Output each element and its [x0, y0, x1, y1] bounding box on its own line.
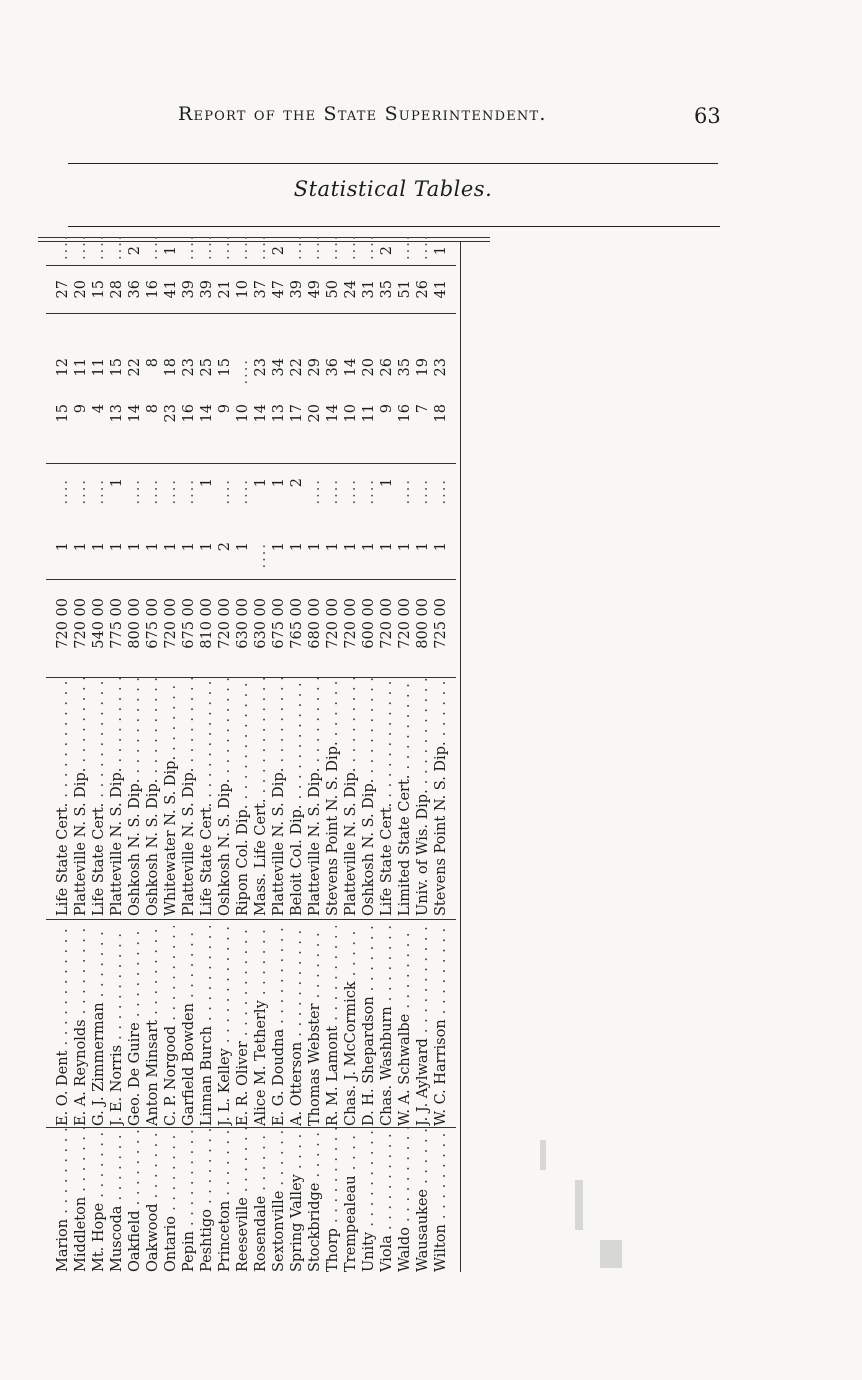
- count-cell: 11: [91, 358, 107, 377]
- certificate-cell: Platteville N. S. Dip. . . .: [270, 678, 288, 916]
- count-cell: [396, 246, 414, 260]
- certificate-cell: Oshkosh N. S. Dip. . . .: [144, 678, 162, 916]
- count-cell: 35: [397, 358, 413, 377]
- salary-cell: 765 00: [289, 598, 305, 649]
- header-rule: [68, 163, 718, 164]
- table-row: [108, 242, 126, 1272]
- count-cell: 9: [217, 404, 233, 414]
- count-cell: [414, 246, 432, 260]
- count-cell: 2: [271, 246, 287, 256]
- certificate-cell: Life State Cert. . . .: [54, 678, 72, 916]
- town-cell: Thorp . . .: [324, 1128, 342, 1272]
- count-cell: 23: [163, 404, 179, 423]
- count-cell: [396, 478, 414, 508]
- count-cell: [162, 478, 180, 508]
- town-cell: Pepin . . .: [180, 1128, 198, 1272]
- count-cell: 8: [145, 404, 161, 414]
- certificate-cell: Oshkosh N. S. Dip. . . .: [126, 678, 144, 916]
- table-row: [306, 242, 324, 1272]
- teacher-cell: J. L. Kelley . . .: [216, 926, 234, 1126]
- total-cell: 21: [217, 280, 233, 299]
- teacher-cell: Garfield Bowden . . .: [180, 926, 198, 1126]
- salary-cell: 680 00: [307, 598, 323, 649]
- salary-cell: 675 00: [271, 598, 287, 649]
- salary-cell: 720 00: [55, 598, 71, 649]
- teacher-cell: G. J. Zimmerman . . .: [90, 926, 108, 1126]
- count-cell: 23: [433, 358, 449, 377]
- count-cell: 22: [289, 358, 305, 377]
- salary-cell: 600 00: [361, 598, 377, 649]
- total-cell: 15: [91, 280, 107, 299]
- count-cell: [72, 246, 90, 260]
- count-cell: 16: [181, 404, 197, 423]
- salary-cell: 720 00: [379, 598, 395, 649]
- count-cell: 25: [199, 358, 215, 377]
- count-cell: [288, 246, 306, 260]
- count-cell: [144, 246, 162, 260]
- town-cell: Stockbridge . . .: [306, 1128, 324, 1272]
- count-cell: 17: [289, 404, 305, 423]
- total-cell: 41: [163, 280, 179, 299]
- count-cell: [216, 478, 234, 508]
- certificate-cell: Beloit Col. Dip. . . .: [288, 678, 306, 916]
- count-cell: 1: [397, 542, 413, 552]
- teacher-cell: E. G. Doudna . . .: [270, 926, 288, 1126]
- teacher-cell: A. Otterson . . .: [288, 926, 306, 1126]
- count-cell: 14: [325, 404, 341, 423]
- town-cell: Reeseville . . .: [234, 1128, 252, 1272]
- teacher-cell: W. C. Harrison . . .: [432, 926, 450, 1126]
- total-cell: 20: [73, 280, 89, 299]
- count-cell: 1: [379, 542, 395, 552]
- table-row: [414, 242, 432, 1272]
- town-cell: Ontario . . .: [162, 1128, 180, 1272]
- teacher-cell: E. R. Oliver . . .: [234, 926, 252, 1126]
- total-cell: 16: [145, 280, 161, 299]
- total-cell: 24: [343, 280, 359, 299]
- table-row: [432, 242, 450, 1272]
- salary-cell: 810 00: [199, 598, 215, 649]
- count-cell: 13: [271, 404, 287, 423]
- count-cell: 1: [343, 542, 359, 552]
- town-cell: Wilton . . .: [432, 1128, 450, 1272]
- count-cell: [216, 246, 234, 260]
- teacher-cell: J. J. Aylward . . .: [414, 926, 432, 1126]
- count-cell: [54, 478, 72, 508]
- town-cell: Trempealeau . . .: [342, 1128, 360, 1272]
- salary-cell: 775 00: [109, 598, 125, 649]
- total-cell: 41: [433, 280, 449, 299]
- town-cell: Middleton . . .: [72, 1128, 90, 1272]
- table-row: [234, 242, 252, 1272]
- count-cell: [234, 478, 252, 508]
- table-row: [90, 242, 108, 1272]
- count-cell: 36: [325, 358, 341, 377]
- count-cell: [72, 478, 90, 508]
- count-cell: [360, 478, 378, 508]
- total-cell: 50: [325, 280, 341, 299]
- table-row: [180, 242, 198, 1272]
- teacher-cell: W. A. Schwalbe . . .: [396, 926, 414, 1126]
- count-cell: 14: [343, 358, 359, 377]
- teacher-cell: E. A. Reynolds . . .: [72, 926, 90, 1126]
- total-cell: 10: [235, 280, 251, 299]
- teacher-cell: Chas. Washburn . . .: [378, 926, 396, 1126]
- salary-cell: 800 00: [127, 598, 143, 649]
- certificate-cell: Platteville N. S. Dip. . . .: [72, 678, 90, 916]
- town-cell: Muscoda . . .: [108, 1128, 126, 1272]
- total-cell: 47: [271, 280, 287, 299]
- total-cell: 31: [361, 280, 377, 299]
- count-cell: 1: [271, 542, 287, 552]
- count-cell: 1: [361, 542, 377, 552]
- count-cell: 2: [217, 542, 233, 552]
- count-cell: [126, 478, 144, 508]
- count-cell: [252, 246, 270, 260]
- salary-cell: 675 00: [181, 598, 197, 649]
- total-cell: 39: [181, 280, 197, 299]
- count-cell: 18: [163, 358, 179, 377]
- count-cell: 1: [271, 478, 287, 488]
- salary-cell: 720 00: [397, 598, 413, 649]
- count-cell: 23: [253, 358, 269, 377]
- town-cell: Sextonville . . .: [270, 1128, 288, 1272]
- count-cell: [144, 478, 162, 508]
- count-cell: 29: [307, 358, 323, 377]
- table-bottom-rule: [460, 242, 461, 1272]
- count-cell: 1: [289, 542, 305, 552]
- count-cell: [324, 246, 342, 260]
- statistical-table: [48, 242, 488, 1272]
- table-row: [126, 242, 144, 1272]
- count-cell: 11: [361, 404, 377, 423]
- count-cell: 26: [379, 358, 395, 377]
- salary-cell: 725 00: [433, 598, 449, 649]
- count-cell: [54, 246, 72, 260]
- certificate-cell: Stevens Point N. S. Dip. . . .: [432, 678, 450, 916]
- count-cell: 20: [361, 358, 377, 377]
- town-cell: Mt. Hope . . .: [90, 1128, 108, 1272]
- count-cell: 2: [379, 246, 395, 256]
- table-row: [324, 242, 342, 1272]
- count-cell: 1: [235, 542, 251, 552]
- count-cell: 1: [163, 542, 179, 552]
- count-cell: 1: [109, 542, 125, 552]
- count-cell: 1: [91, 542, 107, 552]
- count-cell: [414, 478, 432, 508]
- salary-cell: 720 00: [73, 598, 89, 649]
- count-cell: [90, 478, 108, 508]
- count-cell: 16: [397, 404, 413, 423]
- town-cell: Wausaukee . . .: [414, 1128, 432, 1272]
- table-row: [396, 242, 414, 1272]
- count-cell: [306, 246, 324, 260]
- certificate-cell: Platteville N. S. Dip. . . .: [108, 678, 126, 916]
- certificate-cell: Stevens Point N. S. Dip. . . .: [324, 678, 342, 916]
- table-row: [72, 242, 90, 1272]
- count-cell: 14: [199, 404, 215, 423]
- teacher-cell: C. P. Norgood . . .: [162, 926, 180, 1126]
- count-cell: 12: [55, 358, 71, 377]
- teacher-cell: J. E. Norris . . .: [108, 926, 126, 1126]
- town-cell: Marion . . .: [54, 1128, 72, 1272]
- count-cell: [252, 542, 270, 572]
- count-cell: 13: [109, 404, 125, 423]
- table-row: [378, 242, 396, 1272]
- certificate-cell: Platteville N. S. Dip. . . .: [180, 678, 198, 916]
- count-cell: [342, 478, 360, 508]
- count-cell: [180, 246, 198, 260]
- table-row: [198, 242, 216, 1272]
- page-smudge: [540, 1140, 546, 1170]
- town-cell: Oakwood . . .: [144, 1128, 162, 1272]
- count-cell: [234, 358, 252, 390]
- teacher-cell: Geo. De Guire . . .: [126, 926, 144, 1126]
- section-title: Statistical Tables.: [293, 177, 493, 201]
- count-cell: 4: [91, 404, 107, 414]
- certificate-cell: Limited State Cert. . . .: [396, 678, 414, 916]
- count-cell: 1: [73, 542, 89, 552]
- teacher-cell: R. M. Lamont . . .: [324, 926, 342, 1126]
- page-number: 63: [694, 104, 721, 128]
- count-cell: 1: [415, 542, 431, 552]
- count-cell: 14: [253, 404, 269, 423]
- table-row: [144, 242, 162, 1272]
- total-cell: 39: [289, 280, 305, 299]
- total-cell: 28: [109, 280, 125, 299]
- certificate-cell: Oshkosh N. S. Dip. . . .: [216, 678, 234, 916]
- count-cell: 1: [433, 246, 449, 256]
- teacher-cell: D. H. Shepardson . . .: [360, 926, 378, 1126]
- count-cell: 1: [55, 542, 71, 552]
- teacher-cell: Alice M. Tetherly . . .: [252, 926, 270, 1126]
- certificate-cell: Univ. of Wis. Dip. . . .: [414, 678, 432, 916]
- count-cell: 1: [325, 542, 341, 552]
- count-cell: 1: [199, 478, 215, 488]
- count-cell: [198, 246, 216, 260]
- count-cell: [180, 478, 198, 508]
- count-cell: 15: [109, 358, 125, 377]
- count-cell: 8: [145, 358, 161, 368]
- total-cell: 36: [127, 280, 143, 299]
- count-cell: [108, 246, 126, 260]
- salary-cell: 630 00: [235, 598, 251, 649]
- count-cell: 10: [235, 404, 251, 423]
- salary-cell: 720 00: [217, 598, 233, 649]
- table-row: [252, 242, 270, 1272]
- teacher-cell: Linnan Burch . . .: [198, 926, 216, 1126]
- count-cell: 1: [127, 542, 143, 552]
- total-cell: 26: [415, 280, 431, 299]
- count-cell: 7: [415, 404, 431, 414]
- table-row: [360, 242, 378, 1272]
- count-cell: 11: [73, 358, 89, 377]
- count-cell: [360, 246, 378, 260]
- count-cell: 1: [253, 478, 269, 488]
- count-cell: 19: [415, 358, 431, 377]
- table-row: [162, 242, 180, 1272]
- total-cell: 51: [397, 280, 413, 299]
- teacher-cell: Anton Minsart . . .: [144, 926, 162, 1126]
- count-cell: 9: [379, 404, 395, 414]
- count-cell: 1: [379, 478, 395, 488]
- page-smudge: [575, 1180, 583, 1230]
- town-cell: Princeton . . .: [216, 1128, 234, 1272]
- salary-cell: 630 00: [253, 598, 269, 649]
- count-cell: 1: [145, 542, 161, 552]
- salary-cell: 720 00: [343, 598, 359, 649]
- count-cell: 9: [73, 404, 89, 414]
- count-cell: 23: [181, 358, 197, 377]
- teacher-cell: E. O. Dent . . .: [54, 926, 72, 1126]
- certificate-cell: Mass. Life Cert. . . .: [252, 678, 270, 916]
- count-cell: 15: [55, 404, 71, 423]
- count-cell: [90, 246, 108, 260]
- salary-cell: 800 00: [415, 598, 431, 649]
- certificate-cell: Platteville N. S. Dip. . . .: [306, 678, 324, 916]
- certificate-cell: Oshkosh N. S. Dip. . . .: [360, 678, 378, 916]
- count-cell: 1: [199, 542, 215, 552]
- certificate-cell: Platteville N. S. Dip. . . .: [342, 678, 360, 916]
- town-cell: Viola . . .: [378, 1128, 396, 1272]
- town-cell: Rosendale . . .: [252, 1128, 270, 1272]
- count-cell: [342, 246, 360, 260]
- count-cell: 10: [343, 404, 359, 423]
- salary-cell: 675 00: [145, 598, 161, 649]
- count-cell: 18: [433, 404, 449, 423]
- count-cell: [432, 478, 450, 508]
- town-cell: Peshtigo . . .: [198, 1128, 216, 1272]
- total-cell: 39: [199, 280, 215, 299]
- total-cell: 35: [379, 280, 395, 299]
- count-cell: 15: [217, 358, 233, 377]
- salary-cell: 540 00: [91, 598, 107, 649]
- count-cell: 1: [433, 542, 449, 552]
- teacher-cell: Thomas Webster . . .: [306, 926, 324, 1126]
- table-row: [342, 242, 360, 1272]
- page-smudge: [600, 1240, 622, 1268]
- count-cell: 22: [127, 358, 143, 377]
- table-top-rule: [68, 226, 720, 227]
- certificate-cell: Ripon Col. Dip. . . .: [234, 678, 252, 916]
- certificate-cell: Life State Cert. . . .: [198, 678, 216, 916]
- total-cell: 37: [253, 280, 269, 299]
- salary-cell: 720 00: [325, 598, 341, 649]
- count-cell: 34: [271, 358, 287, 377]
- count-cell: 2: [289, 478, 305, 488]
- count-cell: 1: [307, 542, 323, 552]
- count-cell: 1: [163, 246, 179, 256]
- count-cell: 1: [109, 478, 125, 488]
- running-head: Report of the State Superintendent.: [178, 103, 547, 125]
- total-cell: 27: [55, 280, 71, 299]
- count-cell: 2: [127, 246, 143, 256]
- certificate-cell: Whitewater N. S. Dip. . . .: [162, 678, 180, 916]
- town-cell: Unity . . .: [360, 1128, 378, 1272]
- total-cell: 49: [307, 280, 323, 299]
- count-cell: 20: [307, 404, 323, 423]
- count-cell: 14: [127, 404, 143, 423]
- count-cell: [306, 478, 324, 508]
- count-cell: [324, 478, 342, 508]
- table-row: [216, 242, 234, 1272]
- table-row: [54, 242, 72, 1272]
- town-cell: Waldo . . .: [396, 1128, 414, 1272]
- town-cell: Spring Valley . . .: [288, 1128, 306, 1272]
- table-row: [270, 242, 288, 1272]
- teacher-cell: Chas. J. McCormick . . .: [342, 926, 360, 1126]
- certificate-cell: Life State Cert. . . .: [90, 678, 108, 916]
- table-row: [288, 242, 306, 1272]
- count-cell: 1: [181, 542, 197, 552]
- salary-cell: 720 00: [163, 598, 179, 649]
- certificate-cell: Life State Cert. . . .: [378, 678, 396, 916]
- town-cell: Oakfield . . .: [126, 1128, 144, 1272]
- count-cell: [234, 246, 252, 260]
